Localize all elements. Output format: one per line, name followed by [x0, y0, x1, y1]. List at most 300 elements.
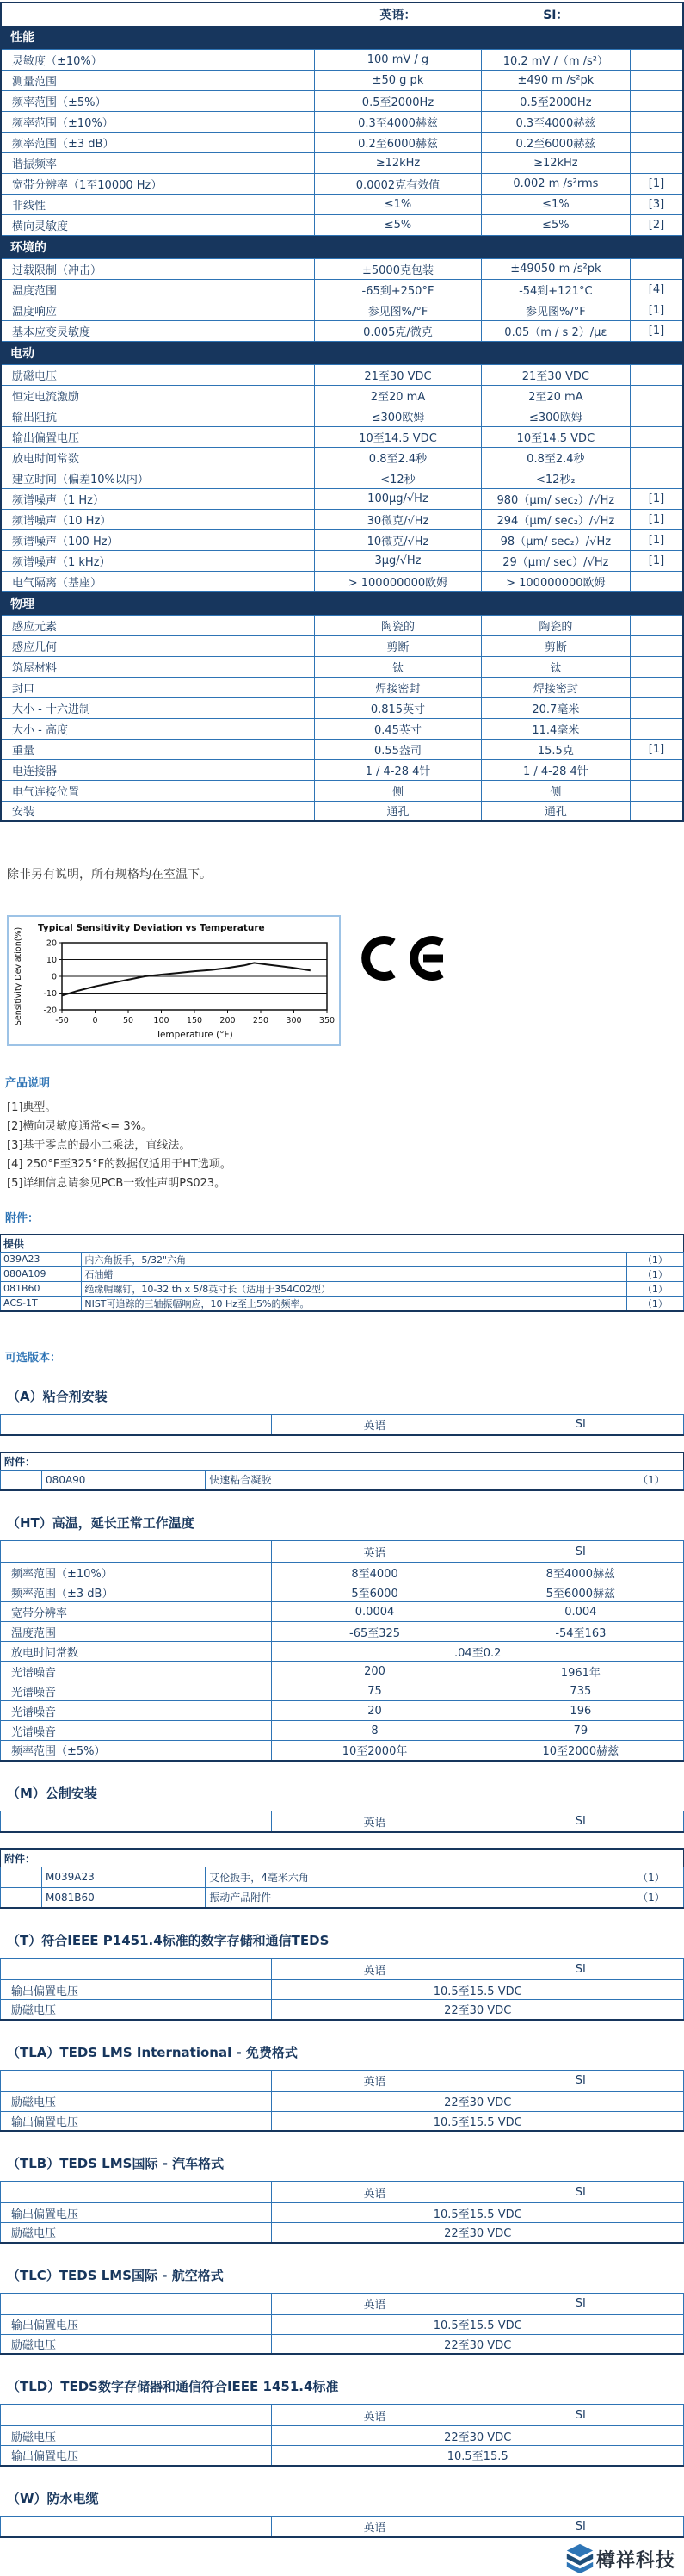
- section-title: 性能: [1, 26, 683, 49]
- supplied-accessories-table: [0, 1234, 684, 1312]
- spec-value-english: 剪断: [315, 635, 481, 656]
- option-table: [0, 2516, 684, 2539]
- option-value-span: 22至30 VDC: [272, 2223, 684, 2243]
- option-table: [0, 1811, 684, 1834]
- spec-value-si: 29（μm/ sec）/√Hz: [481, 550, 630, 571]
- option-header-si: SI: [478, 1414, 683, 1435]
- spec-value-english: ±50 g pk: [315, 70, 481, 90]
- spec-label: 频谱噪声（1 Hz）: [1, 488, 315, 509]
- spec-value-si: 294（μm/ sec₂）/√Hz: [481, 509, 630, 529]
- table-row: [1, 214, 683, 235]
- option-label: 频率范围（±3 dB）: [1, 1582, 272, 1602]
- spec-table-header-row: [1, 3, 683, 26]
- chart-y-tick-label: -10: [43, 989, 57, 999]
- table-row: [1, 111, 683, 132]
- option-accessory-quantity: （1）: [619, 1867, 683, 1887]
- option-heading: （TLD）TEDS数字存储器和通信符合IEEE 1451.4标准: [7, 2379, 339, 2394]
- spec-value-english: 0.8至2.4秒: [315, 447, 481, 468]
- option-accessory-row: [1, 1887, 684, 1908]
- spec-value-english: ≥12kHz: [315, 152, 481, 173]
- optional-versions-label: 可选版本：: [5, 1351, 62, 1365]
- spec-note-ref: [631, 780, 684, 801]
- spec-label: 频率范围（±3 dB）: [1, 132, 315, 152]
- spec-label: 基本应变灵敏度: [1, 320, 315, 341]
- option-value-english: 10至2000年: [272, 1741, 478, 1761]
- accessory-id: 080A109: [1, 1266, 82, 1281]
- option-accessories-label: 附件：: [1, 1452, 684, 1470]
- section-header-row: [1, 591, 683, 615]
- option-accessory-description: 艾伦扳手，4毫米六角: [206, 1867, 619, 1887]
- spec-note-ref: [631, 426, 684, 447]
- option-value-si: 8至4000赫兹: [478, 1563, 683, 1582]
- spec-label: 频谱噪声（100 Hz）: [1, 529, 315, 550]
- spec-label: 电连接器: [1, 759, 315, 780]
- spec-value-si: 10.2 mV /（m /s²）: [481, 49, 630, 70]
- option-accessory-id: M039A23: [42, 1867, 206, 1887]
- option-header-english: 英语: [272, 2293, 478, 2314]
- product-note: [3]基于零点的最小二乘法，直线法。: [7, 1139, 191, 1152]
- option-header-row: [1, 2182, 684, 2203]
- table-row: [1, 615, 683, 635]
- section-header-row: [1, 341, 683, 364]
- option-row: [1, 1741, 684, 1761]
- option-heading: （W）防水电缆: [7, 2490, 99, 2506]
- option-header-row: [1, 1811, 684, 1832]
- option-header-row: [1, 1541, 684, 1563]
- chart-x-axis-label: Temperature (°F): [156, 1030, 233, 1040]
- spec-label: 温度范围: [1, 279, 315, 300]
- option-header-english: 英语: [272, 2516, 478, 2537]
- table-row: [1, 697, 683, 718]
- product-note: [2]横向灵敏度通常<= 3%。: [7, 1120, 152, 1133]
- spec-value-si: ≤300欧姆: [481, 406, 630, 426]
- logo-text: 樽祥科技: [595, 2549, 675, 2572]
- table-row: [1, 279, 683, 300]
- spec-note-ref: [1]: [631, 550, 684, 571]
- option-header-si: SI: [478, 1811, 683, 1832]
- section-header-row: [1, 235, 683, 258]
- spec-label: 感应几何: [1, 635, 315, 656]
- option-header-row: [1, 2405, 684, 2426]
- table-row: [1, 635, 683, 656]
- option-accessories-header-row: [1, 1452, 684, 1470]
- option-label: 输出偏置电压: [1, 1980, 272, 2000]
- table-row: [1, 780, 683, 801]
- sensitivity-chart: [7, 915, 341, 1046]
- spec-value-si: 0.3至4000赫兹: [481, 111, 630, 132]
- room-temperature-note: 除非另有说明，所有规格均在室温下。: [7, 868, 212, 882]
- spec-note-ref: [631, 718, 684, 739]
- spec-note-ref: [1]: [631, 300, 684, 320]
- spec-value-english: 0.45英寸: [315, 718, 481, 739]
- option-header-spacer: [1, 2293, 272, 2314]
- spec-value-english: 0.5至2000Hz: [315, 90, 481, 111]
- spec-note-ref: [631, 697, 684, 718]
- accessory-description: 绝缘帽螺钉，10-32 th x 5/8英寸长（适用于354C02型）: [82, 1281, 626, 1296]
- option-row: [1, 2223, 684, 2243]
- spec-note-ref: [631, 406, 684, 426]
- option-header-english: 英语: [272, 1959, 478, 1980]
- accessory-row: [1, 1266, 684, 1281]
- section-title: 物理: [1, 591, 683, 615]
- option-label: 励磁电压: [1, 2426, 272, 2446]
- option-value-si: 79: [478, 1721, 683, 1741]
- spec-note-ref: [631, 258, 684, 279]
- spec-value-english: 参见图%/°F: [315, 300, 481, 320]
- spec-note-ref: [631, 656, 684, 677]
- spec-value-english: 0.0002克有效值: [315, 173, 481, 194]
- table-row: [1, 656, 683, 677]
- option-accessory-description: 快速粘合凝胶: [206, 1470, 619, 1490]
- option-accessory-row: [1, 1867, 684, 1887]
- spec-label: 励磁电压: [1, 364, 315, 385]
- spec-note-ref: [631, 571, 684, 591]
- logo-cube-icon: [564, 2542, 596, 2575]
- option-label: 温度范围: [1, 1622, 272, 1642]
- spec-value-si: 钛: [481, 656, 630, 677]
- table-row: [1, 406, 683, 426]
- optional-versions-sections: [0, 1387, 684, 2539]
- spec-value-english: 陶瓷的: [315, 615, 481, 635]
- option-value-span: 10.5至15.5 VDC: [272, 2314, 684, 2334]
- option-row: [1, 1563, 684, 1582]
- option-header-row: [1, 2070, 684, 2091]
- spec-label: 放电时间常数: [1, 447, 315, 468]
- chart-and-ce-row: [7, 915, 684, 1046]
- option-accessory-id: M081B60: [42, 1887, 206, 1908]
- option-heading: （HT）高温，延长正常工作温度: [7, 1515, 194, 1531]
- spec-table: [0, 2, 684, 822]
- option-header-si: SI: [478, 2070, 683, 2091]
- spec-label: 测量范围: [1, 70, 315, 90]
- option-accessory-id: 080A90: [42, 1470, 206, 1490]
- option-value-si: 1961年: [478, 1662, 683, 1681]
- spec-header-si: SI：: [543, 9, 569, 22]
- accessory-description: NIST可追踪的三轴振幅响应，10 Hz至上5%的频率。: [82, 1296, 626, 1311]
- option-row: [1, 2091, 684, 2111]
- spec-note-ref: [631, 759, 684, 780]
- spec-value-english: 3μg/√Hz: [315, 550, 481, 571]
- table-row: [1, 801, 683, 821]
- spec-note-ref: [1]: [631, 739, 684, 759]
- spec-value-english: 焊接密封: [315, 677, 481, 697]
- option-header-english: 英语: [272, 1811, 478, 1832]
- option-value-span: 10.5至15.5 VDC: [272, 2111, 684, 2131]
- chart-x-tick-label: 50: [122, 1016, 134, 1025]
- option-row: [1, 1701, 684, 1721]
- supplied-header-row: [1, 1235, 684, 1252]
- option-label: 输出偏置电压: [1, 2203, 272, 2223]
- option-value-english: -65至325: [272, 1622, 478, 1642]
- chart-y-tick-label: -20: [43, 1006, 57, 1016]
- spec-value-english: 0.815英寸: [315, 697, 481, 718]
- option-table: [0, 2181, 684, 2244]
- spec-value-si: 侧: [481, 780, 630, 801]
- spec-value-english: > 100000000欧姆: [315, 571, 481, 591]
- spec-value-si: ±49050 m /s²pk: [481, 258, 630, 279]
- option-label: 放电时间常数: [1, 1642, 272, 1662]
- option-value-span: 10.5至15.5 VDC: [272, 2203, 684, 2223]
- spec-value-si: ≥12kHz: [481, 152, 630, 173]
- product-note: [4] 250°F至325°F的数据仅适用于HT选项。: [7, 1158, 231, 1171]
- chart-data-line: [62, 963, 311, 995]
- option-row: [1, 2446, 684, 2466]
- option-row: [1, 1980, 684, 2000]
- option-header-si: SI: [478, 1541, 683, 1563]
- accessory-id: 081B60: [1, 1281, 82, 1296]
- option-accessory-spacer: [1, 1867, 42, 1887]
- spec-note-ref: [631, 385, 684, 406]
- spec-label: 非线性: [1, 194, 315, 214]
- spec-value-si: 15.5克: [481, 739, 630, 759]
- spec-value-english: 0.005克/微克: [315, 320, 481, 341]
- accessory-row: [1, 1296, 684, 1311]
- option-header-english: 英语: [272, 2405, 478, 2426]
- accessory-description: 石油蜡: [82, 1266, 626, 1281]
- spec-note-ref: [631, 615, 684, 635]
- option-row: [1, 2426, 684, 2446]
- spec-label: 频谱噪声（1 kHz）: [1, 550, 315, 571]
- spec-value-english: ±5000克包装: [315, 258, 481, 279]
- table-row: [1, 173, 683, 194]
- spec-value-si: 10至14.5 VDC: [481, 426, 630, 447]
- spec-value-english: 100 mV / g: [315, 49, 481, 70]
- spec-value-si: 0.002 m /s²rms: [481, 173, 630, 194]
- option-accessory-spacer: [1, 1470, 42, 1490]
- option-label: 输出偏置电压: [1, 2446, 272, 2466]
- section-header-row: [1, 26, 683, 49]
- option-value-si: 5至6000赫兹: [478, 1582, 683, 1602]
- table-row: [1, 49, 683, 70]
- option-table: [0, 2293, 684, 2356]
- spec-note-ref: [1]: [631, 509, 684, 529]
- option-row: [1, 1602, 684, 1622]
- option-label: 光谱噪音: [1, 1662, 272, 1681]
- option-label: 输出偏置电压: [1, 2314, 272, 2334]
- option-header-si: SI: [478, 1959, 683, 1980]
- option-heading: （TLA）TEDS LMS International - 免费格式: [7, 2044, 298, 2060]
- table-row: [1, 488, 683, 509]
- spec-value-english: -65到+250°F: [315, 279, 481, 300]
- table-row: [1, 320, 683, 341]
- option-heading: （A）粘合剂安装: [7, 1388, 108, 1404]
- spec-note-ref: [631, 801, 684, 821]
- spec-note-ref: [1]: [631, 488, 684, 509]
- option-row: [1, 2314, 684, 2334]
- table-row: [1, 739, 683, 759]
- chart-title: Typical Sensitivity Deviation vs Temperature: [38, 923, 265, 933]
- table-row: [1, 550, 683, 571]
- option-label: 光谱噪音: [1, 1721, 272, 1741]
- spec-value-english: ≤300欧姆: [315, 406, 481, 426]
- spec-label: 频率范围（±10%）: [1, 111, 315, 132]
- option-header-spacer: [1, 2070, 272, 2091]
- spec-value-english: 30微克/√Hz: [315, 509, 481, 529]
- chart-x-tick-label: 300: [286, 1016, 302, 1025]
- spec-value-si: 20.7毫米: [481, 697, 630, 718]
- option-header-si: SI: [478, 2182, 683, 2203]
- option-accessories-header-row: [1, 1849, 684, 1867]
- table-row: [1, 759, 683, 780]
- spec-value-si: ±490 m /s²pk: [481, 70, 630, 90]
- option-row: [1, 1681, 684, 1701]
- option-value-english: 20: [272, 1701, 478, 1721]
- spec-label: 频率范围（±5%）: [1, 90, 315, 111]
- option-accessory-row: [1, 1470, 684, 1490]
- option-row: [1, 1622, 684, 1642]
- option-value-span: .04至0.2: [272, 1642, 684, 1662]
- spec-note-ref: [4]: [631, 279, 684, 300]
- accessory-row: [1, 1281, 684, 1296]
- table-row: [1, 677, 683, 697]
- table-row: [1, 364, 683, 385]
- spec-value-si: 98（μm/ sec₂）/√Hz: [481, 529, 630, 550]
- chart-x-tick-label: 0: [92, 1016, 98, 1025]
- accessory-quantity: （1）: [626, 1296, 683, 1311]
- chart-x-tick-label: 350: [318, 1016, 336, 1025]
- spec-value-si: > 100000000欧姆: [481, 571, 630, 591]
- spec-value-si: 980（μm/ sec₂）/√Hz: [481, 488, 630, 509]
- option-label: 输出偏置电压: [1, 2111, 272, 2131]
- chart-y-tick-label: 10: [46, 956, 57, 965]
- section-title: 电动: [1, 341, 683, 364]
- option-value-english: 0.0004: [272, 1602, 478, 1622]
- spec-label: 重量: [1, 739, 315, 759]
- spec-value-english: 21至30 VDC: [315, 364, 481, 385]
- accessory-quantity: （1）: [626, 1252, 683, 1266]
- option-header-spacer: [1, 2182, 272, 2203]
- chart-x-tick-label: -50: [55, 1016, 69, 1025]
- spec-value-english: 0.3至4000赫兹: [315, 111, 481, 132]
- spec-note-ref: [1]: [631, 529, 684, 550]
- spec-note-ref: [631, 152, 684, 173]
- spec-label: 横向灵敏度: [1, 214, 315, 235]
- option-value-span: 22至30 VDC: [272, 2426, 684, 2446]
- spec-header-note-spacer: [631, 3, 684, 26]
- spec-note-ref: [631, 468, 684, 488]
- product-note: [5]详细信息请参见PCB一致性声明PS023。: [7, 1177, 226, 1190]
- option-label: 频率范围（±5%）: [1, 1741, 272, 1761]
- spec-value-english: ≤5%: [315, 214, 481, 235]
- option-header-spacer: [1, 1541, 272, 1563]
- table-row: [1, 509, 683, 529]
- table-row: [1, 300, 683, 320]
- spec-label: 电气隔离（基座）: [1, 571, 315, 591]
- ce-mark-icon: [354, 934, 451, 986]
- option-value-span: 10.5至15.5 VDC: [272, 1980, 684, 2000]
- spec-note-ref: [631, 90, 684, 111]
- table-row: [1, 529, 683, 550]
- option-value-english: 8: [272, 1721, 478, 1741]
- option-header-row: [1, 2293, 684, 2314]
- accessory-quantity: （1）: [626, 1281, 683, 1296]
- spec-value-english: 1 / 4-28 4针: [315, 759, 481, 780]
- option-accessory-description: 振动产品附件: [206, 1887, 619, 1908]
- spec-value-si: 0.2至6000赫兹: [481, 132, 630, 152]
- option-value-si: 735: [478, 1681, 683, 1701]
- spec-label: 感应元素: [1, 615, 315, 635]
- option-value-si: 10至2000赫兹: [478, 1741, 683, 1761]
- option-heading: （M）公制安装: [7, 1785, 97, 1801]
- option-label: 光谱噪音: [1, 1681, 272, 1701]
- option-table: [0, 1958, 684, 2021]
- spec-value-english: 钛: [315, 656, 481, 677]
- spec-value-si: 0.5至2000Hz: [481, 90, 630, 111]
- option-value-span: 22至30 VDC: [272, 2091, 684, 2111]
- spec-note-ref: [631, 447, 684, 468]
- option-label: 光谱噪音: [1, 1701, 272, 1721]
- spec-note-ref: [631, 132, 684, 152]
- product-notes-list: [7, 1099, 684, 1193]
- spec-value-si: <12秒₂: [481, 468, 630, 488]
- option-header-spacer: [1, 2405, 272, 2426]
- table-row: [1, 426, 683, 447]
- option-accessory-quantity: （1）: [619, 1470, 683, 1490]
- option-table: [0, 1540, 684, 1762]
- spec-note-ref: [631, 364, 684, 385]
- table-row: [1, 468, 683, 488]
- option-row: [1, 1662, 684, 1681]
- spec-table-grid: [0, 2, 684, 822]
- option-row: [1, 1582, 684, 1602]
- spec-value-si: 11.4毫米: [481, 718, 630, 739]
- option-heading: （TLB）TEDS LMS国际 - 汽车格式: [7, 2156, 225, 2171]
- spec-value-english: 0.2至6000赫兹: [315, 132, 481, 152]
- spec-label: 电气连接位置: [1, 780, 315, 801]
- option-row: [1, 1721, 684, 1741]
- option-row: [1, 1642, 684, 1662]
- table-row: [1, 385, 683, 406]
- option-value-span: 22至30 VDC: [272, 2000, 684, 2020]
- spec-label: 灵敏度（±10%）: [1, 49, 315, 70]
- spec-header-spacer: [1, 3, 315, 26]
- spec-header-english: 英语：: [379, 9, 416, 22]
- spec-value-si: ≤5%: [481, 214, 630, 235]
- table-row: [1, 718, 683, 739]
- option-value-si: -54至163: [478, 1622, 683, 1642]
- chart-y-tick-label: 20: [46, 938, 57, 949]
- option-header-spacer: [1, 1959, 272, 1980]
- option-header-row: [1, 2516, 684, 2537]
- spec-value-si: 通孔: [481, 801, 630, 821]
- option-heading: （T）符合IEEE P1451.4标准的数字存储和通信TEDS: [7, 1933, 330, 1948]
- chart-y-tick-label: 0: [51, 972, 57, 982]
- option-header-si: SI: [478, 2516, 683, 2537]
- spec-value-si: 1 / 4-28 4针: [481, 759, 630, 780]
- option-header-si: SI: [478, 2405, 683, 2426]
- spec-note-ref: [631, 635, 684, 656]
- spec-label: 建立时间（偏差10%以内）: [1, 468, 315, 488]
- table-row: [1, 70, 683, 90]
- table-row: [1, 258, 683, 279]
- table-row: [1, 571, 683, 591]
- option-table: [0, 1414, 684, 1437]
- option-value-english: 200: [272, 1662, 478, 1681]
- spec-note-ref: [631, 111, 684, 132]
- table-row: [1, 90, 683, 111]
- option-label: 励磁电压: [1, 2334, 272, 2354]
- accessory-row: [1, 1252, 684, 1266]
- spec-label: 过载限制（冲击）: [1, 258, 315, 279]
- option-label: 宽带分辨率: [1, 1602, 272, 1622]
- spec-value-english: 侧: [315, 780, 481, 801]
- spec-label: 输出阻抗: [1, 406, 315, 426]
- option-value-si: 196: [478, 1701, 683, 1721]
- spec-value-english: 0.55盎司: [315, 739, 481, 759]
- option-header-english: 英语: [272, 1541, 478, 1563]
- table-row: [1, 132, 683, 152]
- spec-note-ref: [631, 677, 684, 697]
